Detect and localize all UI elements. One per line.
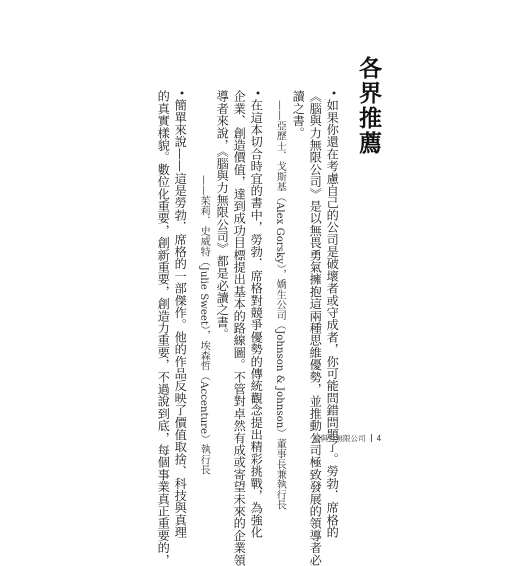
- bullet-icon: •: [327, 90, 339, 96]
- recommendation-3-line-2: 的真實樣貌。數位化重要，創新重要，創造力重要，不過說到底，每個事業真正重要的，: [156, 90, 171, 566]
- recommendation-2-line-1: •在這本切合時宜的書中，勞勃．席格對競爭優勢的傳統觀念提出精彩挑戰，為強化: [249, 90, 264, 539]
- page-title: 各界推薦: [355, 56, 381, 156]
- recommendation-3-line-1: •簡單來說——這是勞勃．席格的一部傑作。他的作品反映了價值取捨、科技與真理: [173, 90, 188, 539]
- recommendation-1-line-2: 《腦與力無限公司》是以無畏勇氣擁抱這兩種思維優勢，並推動公司極致發展的領導者必: [308, 90, 323, 566]
- bullet-icon: •: [175, 90, 187, 96]
- recommendation-2-attribution: ——茱莉．史威特（Julie Sweet），埃森哲（Accenture）執行長: [198, 175, 210, 475]
- recommendation-1-attribution: ——亞歷士．戈斯基（Alex Gorsky），嬌生公司（Johnson & Johnson）董事長兼執行長: [274, 100, 286, 510]
- recommendation-1-line-1: •如果你還在考慮自己的公司是破壞者或守成者，你可能問錯問題了。勞勃．席格的: [325, 90, 340, 539]
- recommendation-1-line-3: 讀之書。: [291, 90, 306, 139]
- footer-divider: [371, 434, 372, 442]
- page-number: 4: [376, 434, 382, 443]
- recommendation-2-line-3: 導者來說，《腦與力無限公司》都是必讀之書。: [215, 90, 230, 341]
- recommendation-2-line-2: 企業、創造價值，達到成功目標提出基本的路線圖。不管對卓然有成或寄望未來的企業領: [232, 90, 247, 566]
- bullet-icon: •: [251, 90, 263, 96]
- footer-book-title: 腦與力無限公司: [313, 434, 366, 443]
- page-footer: [313, 433, 381, 444]
